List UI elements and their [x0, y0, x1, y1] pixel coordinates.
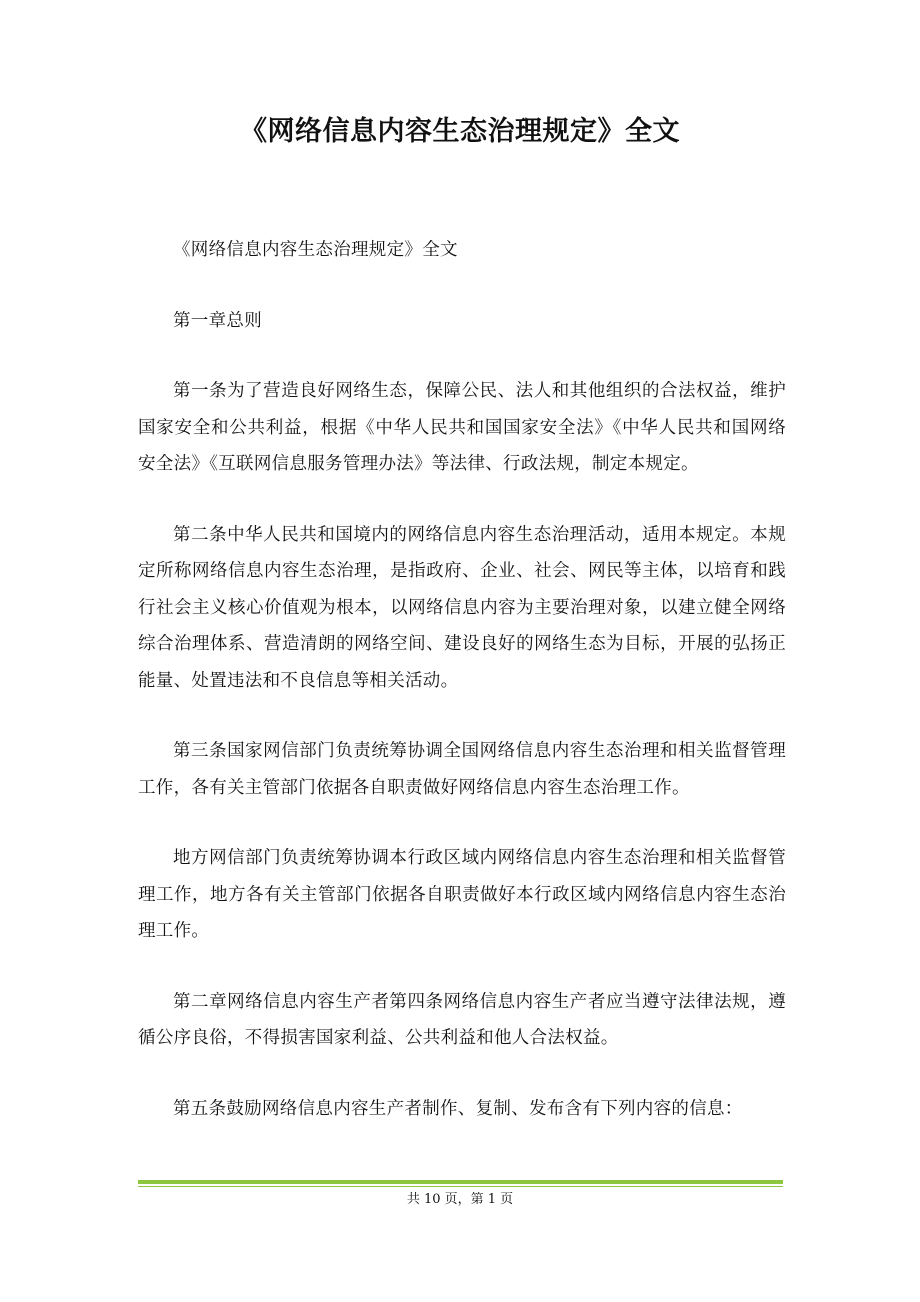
paragraph-subtitle: 《网络信息内容生态治理规定》全文 [173, 240, 458, 260]
paragraph-article-3: 第三条国家网信部门负责统筹协调全国网络信息内容生态治理和相关监督管理工作，各有关主管部门依据各自职责做好网络信息内容生态治理工作。 [138, 741, 786, 798]
document-title: 《网络信息内容生态治理规定》全文 [240, 116, 680, 147]
page-number-footer: 共 10 页，第 1 页 [406, 1192, 514, 1207]
paragraph-chapter-1-heading: 第一章总则 [173, 310, 262, 331]
footer-divider-thin [138, 1186, 783, 1187]
paragraph-article-1: 第一条为了营造良好网络生态，保障公民、法人和其他组织的合法权益，维护国家安全和公共利益，根据《中华人民共和国国家安全法》《中华人民共和国网络安全法》《互联网信息服务管理办法》等法律、行政法规，制定本规定。 [138, 381, 786, 474]
paragraph-article-5: 第五条鼓励网络信息内容生产者制作、复制、发布含有下列内容的信息： [173, 1098, 743, 1119]
footer-divider [138, 1180, 783, 1187]
document-body [138, 232, 786, 1161]
paragraph-article-3-local: 地方网信部门负责统筹协调本行政区域内网络信息内容生态治理和相关监督管理工作，地方各有关主管部门依据各自职责做好本行政区域内网络信息内容生态治理工作。 [138, 848, 786, 941]
footer-divider-thick [138, 1180, 783, 1184]
paragraph-article-2: 第二条中华人民共和国境内的网络信息内容生态治理活动，适用本规定。本规定所称网络信息内容生态治理，是指政府、企业、社会、网民等主体，以培育和践行社会主义核心价值观为根本，以网络信息内容为主要治理对象，以建立健全网络综合治理体系、营造清朗的网络空间、建设良好的网络生态为目标，开展的弘扬正能量、处置违法和不良信息等相关活动。 [138, 524, 786, 691]
paragraph-article-4: 第二章网络信息内容生产者第四条网络信息内容生产者应当遵守法律法规，遵循公序良俗，不得损害国家利益、公共利益和他人合法权益。 [138, 991, 786, 1048]
